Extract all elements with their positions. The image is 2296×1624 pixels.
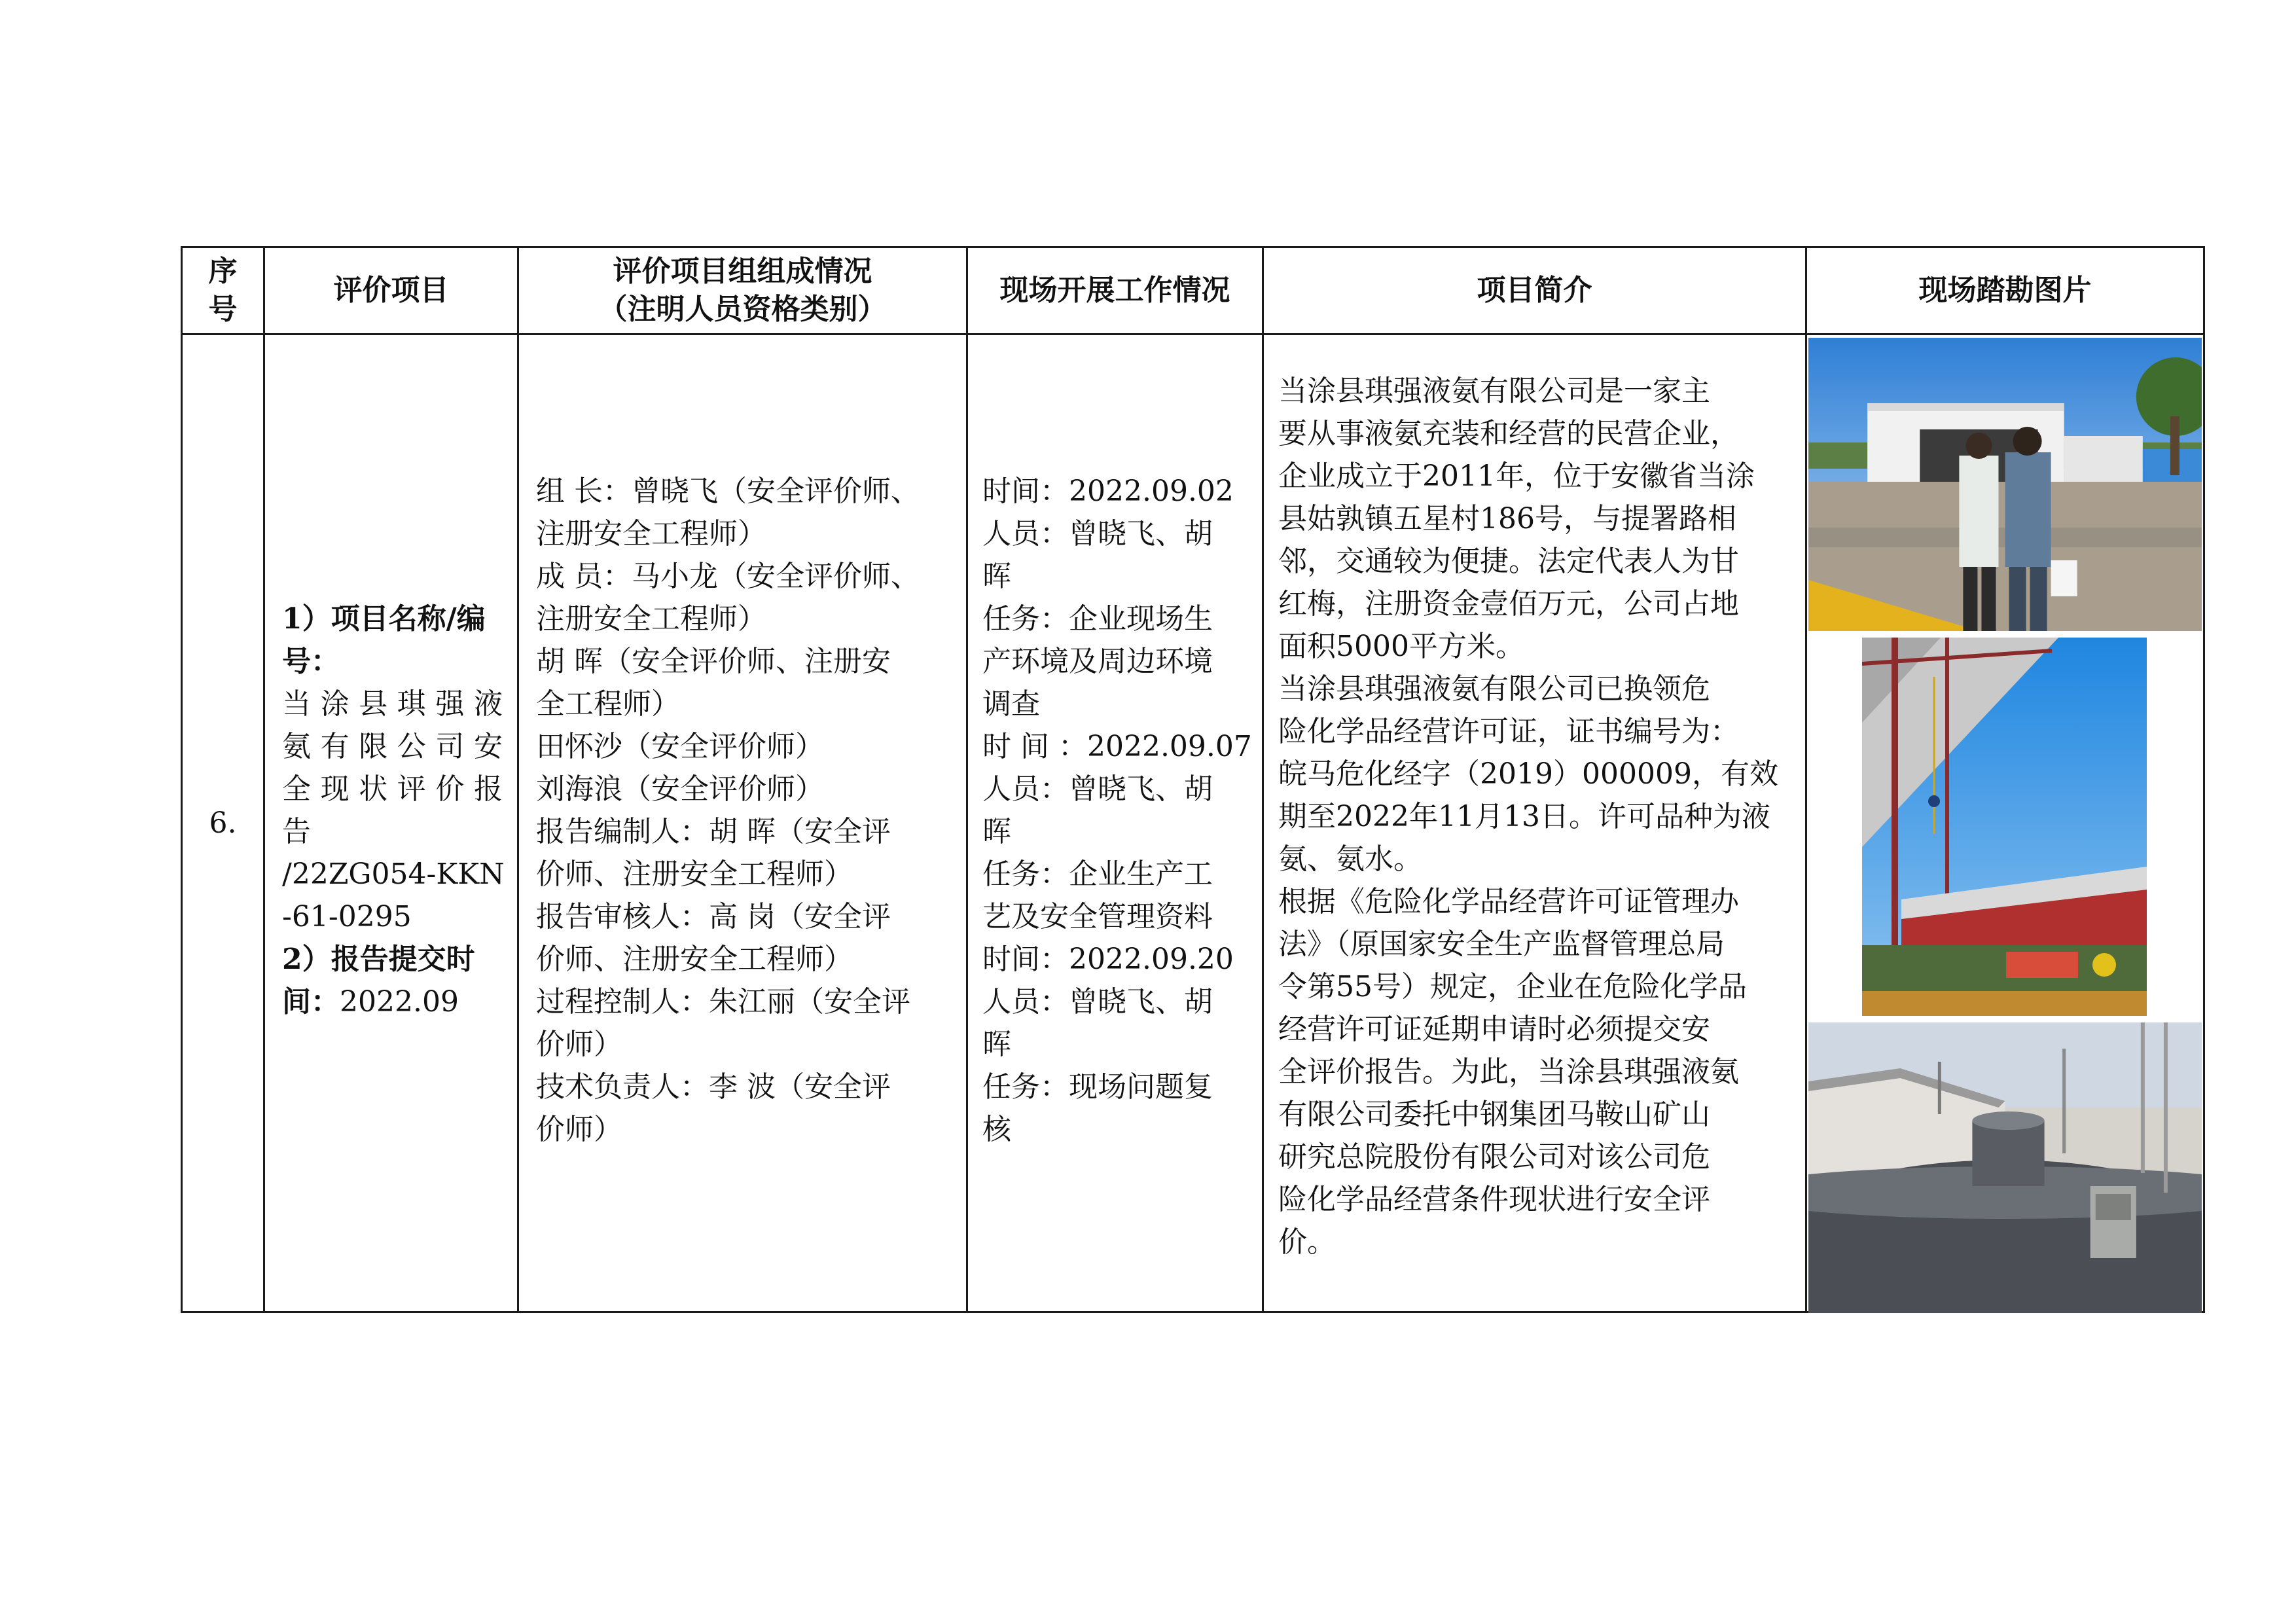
header-row: [182, 247, 2204, 334]
work-schedule-line: 晖: [982, 814, 1011, 848]
team-member-line: 注册安全工程师）: [536, 602, 766, 636]
work-schedule-line: 人员：曾晓飞、胡: [982, 516, 1213, 550]
site-photo-gate: [1808, 338, 2202, 631]
intro-text-line: 当涂县琪强液氨有限公司已换领危: [1278, 672, 1710, 706]
work-schedule-line: 时间：2022.09.02: [982, 474, 1234, 508]
project-code: /22ZG054-KKN: [282, 857, 505, 891]
work-schedule-line: 任务：现场问题复: [982, 1070, 1213, 1104]
submit-time-value: 2022.09: [340, 984, 459, 1019]
intro-text-line: 县姑孰镇五星村186号，与提署路相: [1278, 502, 1736, 535]
team-member-line: 价师）: [536, 1027, 622, 1061]
header-intro: 项目简介: [1263, 247, 1806, 334]
work-schedule-line: 时间：2022.09.20: [982, 942, 1234, 976]
team-member-line: 过程控制人：朱江丽（安全评: [536, 984, 910, 1019]
header-item: 评价项目: [264, 247, 518, 334]
row-item: 1）项目名称/编 号： 当涂县琪强液 氨有限公司安 全现状评价报 告 /22ZG054-KKN -61-0295 2）报告提交时 间：2022.09: [264, 334, 518, 1312]
team-member-line: 全工程师）: [536, 687, 680, 721]
intro-text-line: 要从事液氨充装和经营的民营企业，: [1278, 417, 1739, 450]
work-schedule-line: 时 间 ：2022.09.07: [982, 729, 1252, 763]
work-schedule-line: 核: [982, 1112, 1011, 1146]
team-member-line: 成 员：马小龙（安全评价师、: [536, 559, 920, 593]
intro-text-line: 邻，交通较为便捷。法定代表人为甘: [1278, 545, 1739, 578]
team-member-line: 技术负责人：李 波（安全评: [536, 1070, 891, 1104]
intro-text-line: 有限公司委托中钢集团马鞍山矿山: [1278, 1098, 1710, 1131]
intro-text-line: 面积5000平方米。: [1278, 630, 1524, 663]
work-schedule-line: 晖: [982, 1027, 1011, 1061]
intro-text-line: 红梅，注册资金壹佰万元，公司占地: [1278, 587, 1739, 621]
work-schedule-line: 艺及安全管理资料: [982, 899, 1213, 933]
intro-text-line: 氨、氨水。: [1278, 842, 1422, 876]
row-team: [518, 334, 967, 1312]
work-schedule-line: 人员：曾晓飞、胡: [982, 984, 1213, 1019]
team-member-line: 刘海浪（安全评价师）: [536, 772, 824, 806]
team-member-line: 价师、注册安全工程师）: [536, 942, 853, 976]
site-photo-canopy: [1862, 638, 2147, 1016]
team-member-line: 田怀沙（安全评价师）: [536, 729, 824, 763]
submit-time-label: 2）报告提交时: [282, 942, 475, 976]
header-seq: 序 号: [182, 247, 264, 334]
intro-text-line: 法》（原国家安全生产监督管理总局: [1278, 928, 1725, 961]
work-schedule-line: 产环境及周边环境: [982, 644, 1213, 678]
intro-text-line: 研究总院股份有限公司对该公司危: [1278, 1140, 1710, 1174]
work-schedule-line: 调查: [982, 687, 1040, 721]
intro-text-line: 令第55号）规定，企业在危险化学品: [1278, 970, 1747, 1003]
intro-text-line: 根据《危险化学品经营许可证管理办: [1278, 885, 1739, 918]
row-work: [967, 334, 1263, 1312]
team-member-line: 报告审核人：高 岗（安全评: [536, 899, 891, 933]
work-schedule-line: 人员：曾晓飞、胡: [982, 772, 1213, 806]
team-member-line: 注册安全工程师）: [536, 516, 766, 550]
row-photos: [1806, 334, 2204, 1312]
intro-text-line: 经营许可证延期申请时必须提交安: [1278, 1013, 1710, 1046]
team-member-line: 组 长：曾晓飞（安全评价师、: [536, 474, 920, 508]
work-schedule-line: 任务：企业生产工: [982, 857, 1213, 891]
site-photo-tank: [1808, 1022, 2202, 1313]
intro-text-line: 价。: [1278, 1225, 1336, 1259]
team-member-line: 价师）: [536, 1112, 622, 1146]
project-name: 当涂县琪强液: [282, 687, 503, 721]
evaluation-table: [181, 246, 2205, 1313]
work-schedule-line: 晖: [982, 559, 1011, 593]
intro-text-line: 全评价报告。为此，当涂县琪强液氨: [1278, 1055, 1739, 1089]
row-seq: 6.: [182, 334, 264, 1312]
project-name-label: 1）项目名称/编: [282, 602, 486, 636]
team-member-line: 胡 晖（安全评价师、注册安: [536, 644, 891, 678]
team-member-line: 报告编制人：胡 晖（安全评: [536, 814, 891, 848]
table-row: [182, 334, 2204, 1312]
row-intro: [1263, 334, 1806, 1312]
intro-text-line: 期至2022年11月13日。许可品种为液: [1278, 800, 1770, 833]
intro-text-line: 企业成立于2011年，位于安徽省当涂: [1278, 460, 1755, 493]
intro-text-line: 险化学品经营条件现状进行安全评: [1278, 1183, 1710, 1216]
work-schedule-line: 任务：企业现场生: [982, 602, 1213, 636]
intro-text-line: 险化学品经营许可证，证书编号为：: [1278, 715, 1739, 748]
header-work: 现场开展工作情况: [967, 247, 1263, 334]
intro-text-line: 当涂县琪强液氨有限公司是一家主: [1278, 374, 1710, 408]
header-photos: 现场踏勘图片: [1806, 247, 2204, 334]
intro-text-line: 皖马危化经字（2019）000009，有效: [1278, 757, 1778, 791]
header-team: 评价项目组组成情况 （注明人员资格类别）: [518, 247, 967, 334]
team-member-line: 价师、注册安全工程师）: [536, 857, 853, 891]
